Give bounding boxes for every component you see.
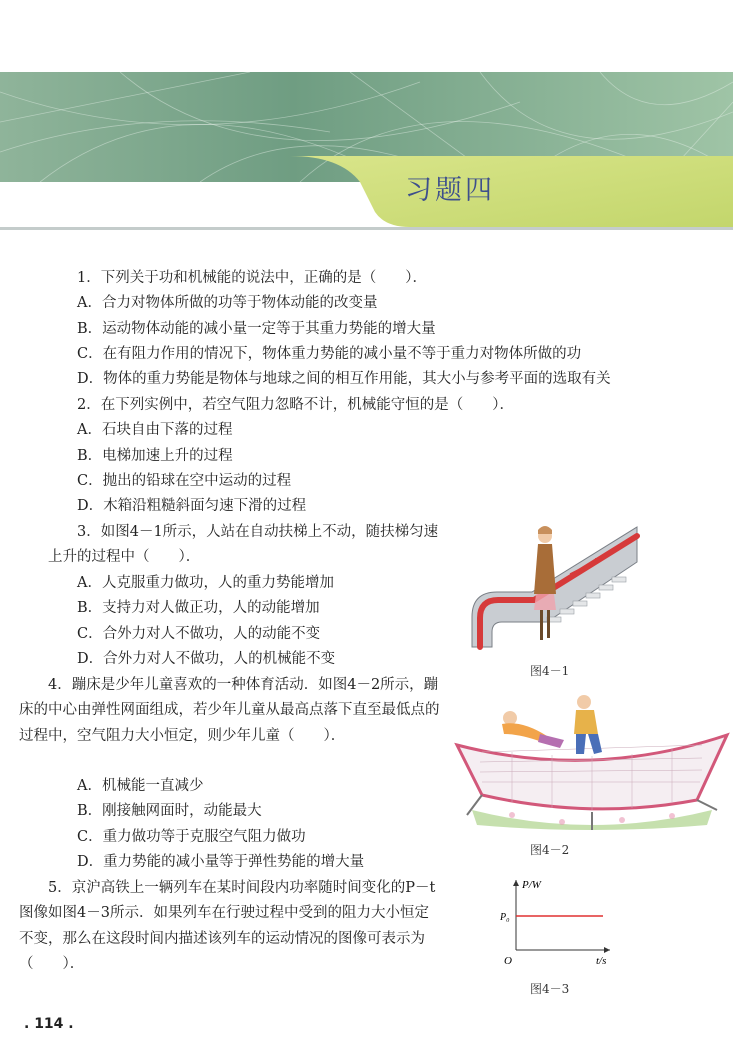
question-4-option-b: B．刚接触网面时，动能最大	[77, 803, 262, 820]
question-3-stem: 3．如图4－1所示，人站在自动扶梯上不动，随扶梯匀速上升的过程中（ ）．	[48, 524, 439, 566]
question-3-option-a: A．人克服重力做功，人的重力势能增加	[77, 575, 334, 591]
question-3-option-b: B．支持力对人做正功，人的动能增加	[77, 600, 320, 617]
y-axis-arrow	[513, 880, 519, 886]
page-number: . 114 .	[24, 1016, 74, 1032]
question-1	[48, 266, 611, 392]
question-3	[48, 520, 440, 571]
question-1-stem: 1．下列关于功和机械能的说法中，正确的是（ ）．	[77, 270, 427, 286]
question-5-stem: 5．京沪高铁上一辆列车在某时间段内功率随时间变化的P－t图像如图4－3所示．如果列车在行驶过程中受到的阻力大小恒定不变，那么在这段时间内描述该列车的运动情况的图像可表示为（ ）．	[19, 880, 436, 972]
figure-4-1-escalator	[462, 522, 642, 652]
question-3-options	[48, 571, 335, 672]
header-banner	[0, 72, 733, 232]
question-2-stem: 2．在下列实例中，若空气阻力忽略不计，机械能守恒的是（ ）．	[77, 397, 514, 413]
origin-label: O	[504, 955, 512, 967]
question-1-option-d: D．物体的重力势能是物体与地球之间的相互作用能，其大小与参考平面的选取有关	[77, 371, 611, 388]
question-4-stem: 4．蹦床是少年儿童喜欢的一种体育活动．如图4－2所示，蹦床的中心由弹性网面组成，若少年儿童从最高点落下直至最低点的过程中，空气阻力大小恒定，则少年儿童（ ）．	[19, 677, 440, 744]
question-3-option-c: C．合外力对人不做功，人的动能不变	[77, 625, 321, 642]
banner-graphic	[0, 72, 733, 232]
question-2-option-c: C．抛出的铅球在空中运动的过程	[77, 472, 292, 489]
question-1-option-a: A．合力对物体所做的功等于物体动能的改变量	[77, 295, 378, 312]
figure-4-1-caption: 图4－1	[530, 664, 570, 678]
figure-4-2-trampoline	[452, 690, 732, 835]
question-2-option-d: D．木箱沿粗糙斜面匀速下滑的过程	[77, 498, 307, 515]
question-4	[19, 673, 440, 749]
question-4-option-d: D．重力势能的减小量等于弹性势能的增大量	[77, 853, 365, 870]
question-3-option-d: D．合外力对人不做功，人的机械能不变	[77, 650, 336, 667]
y-axis-label: P/W	[522, 879, 541, 891]
question-4-option-c: C．重力做功等于克服空气阻力做功	[77, 828, 306, 845]
question-5	[19, 876, 440, 977]
question-4-option-a: A．机械能一直减少	[77, 778, 204, 794]
p0-label: P₀	[500, 912, 510, 923]
question-4-options	[48, 774, 364, 875]
question-1-option-c: C．在有阻力作用的情况下，物体重力势能的减小量不等于重力对物体所做的功	[77, 345, 582, 362]
page-title: 习题四	[405, 175, 495, 206]
question-2	[48, 393, 514, 519]
figure-4-3-caption: 图4－3	[530, 982, 570, 996]
question-2-option-b: B．电梯加速上升的过程	[77, 447, 233, 464]
x-axis-label: t/s	[596, 955, 607, 967]
question-2-option-a: A．石块自由下落的过程	[77, 422, 233, 439]
figure-4-3-graph	[498, 872, 618, 972]
question-1-option-b: B．运动物体动能的减小量一定等于其重力势能的增大量	[77, 320, 436, 337]
x-axis-arrow	[604, 947, 610, 953]
figure-4-2-caption: 图4－2	[530, 843, 570, 857]
